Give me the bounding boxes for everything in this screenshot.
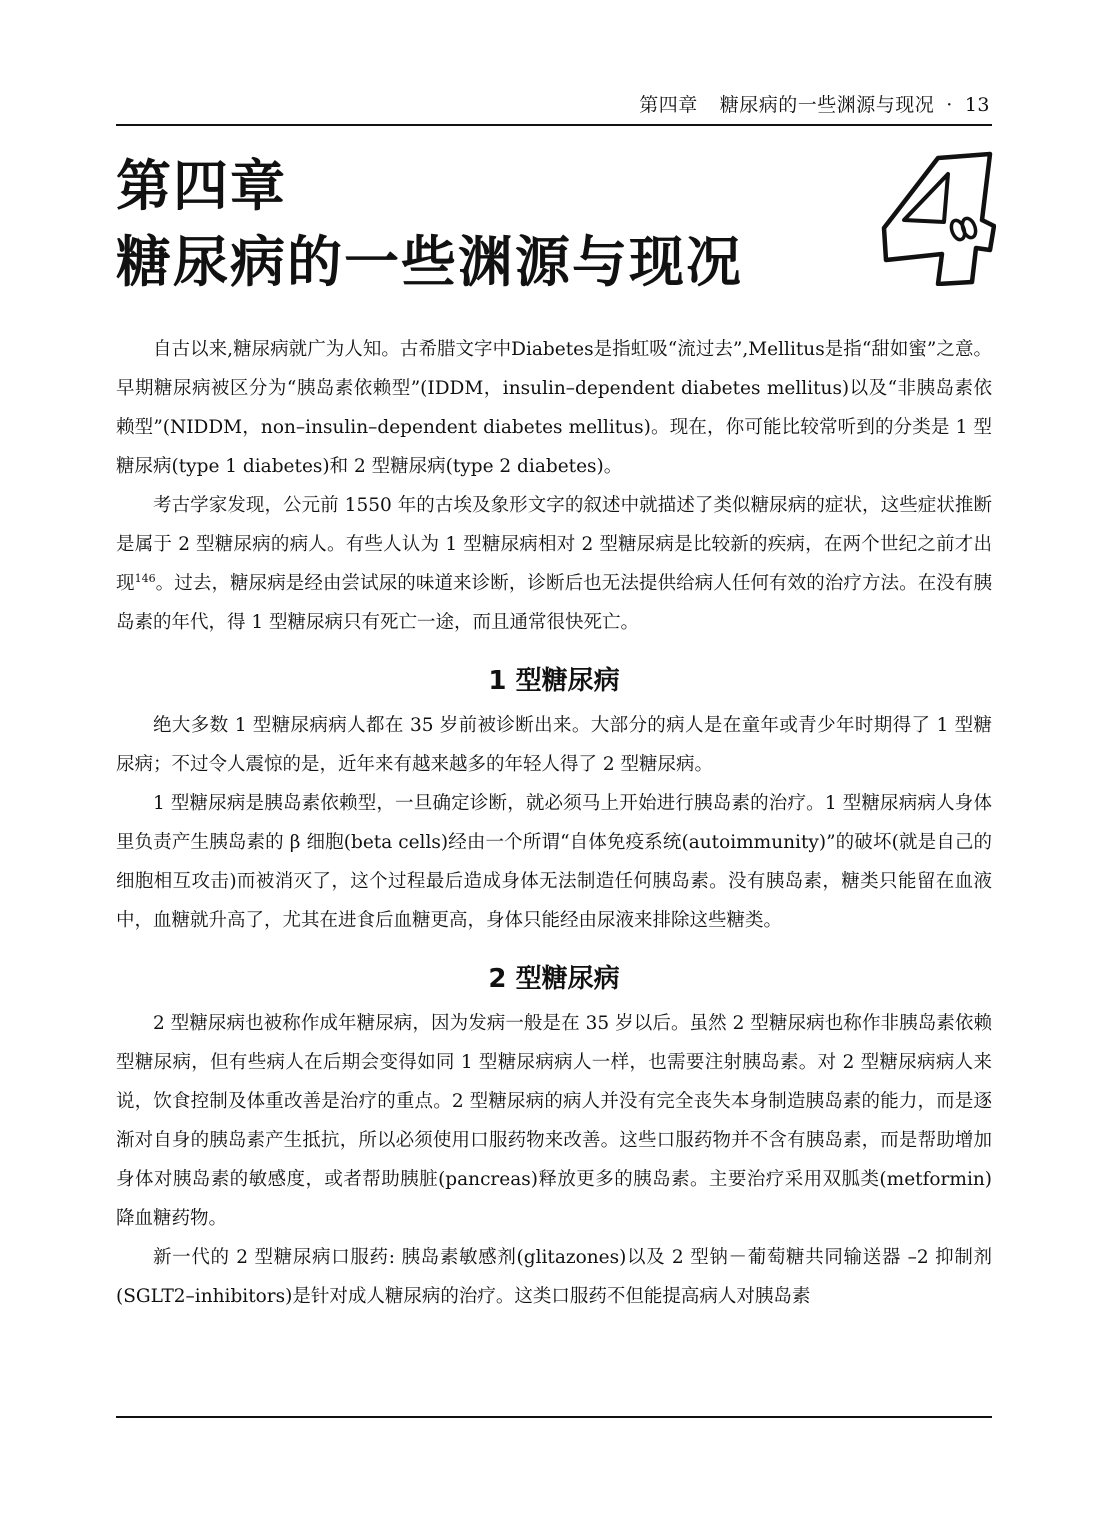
type2-paragraph-2: 新一代的 2 型糖尿病口服药: 胰岛素敏感剂(glitazones)以及 2 型钠－葡萄糖共同输送器 –2 抑制剂(SGLT2–inhibitors)是针对成人糖尿病的治疗。这类口服药不但能提高病人对胰岛素 xyxy=(116,1247,992,1307)
type2-paragraph-1: 2 型糖尿病也被称作成年糖尿病，因为发病一般是在 35 岁以后。虽然 2 型糖尿病也称作非胰岛素依赖型糖尿病，但有些病人在后期会变得如同 1 型糖尿病病人一样，也需要注射胰岛素。对 2 型糖尿病病人来说，饮食控制及体重改善是治疗的重点。2 型糖尿病的病人并没有完全丧失本身制造胰岛素的能力，而是逐渐对自身的胰岛素产生抵抗，所以必须使用口服药物来改善。这些口服药物并不含有胰岛素，而是帮助增加身体对胰岛素的敏感度，或者帮助胰脏(pancreas)释放更多的胰岛素。主要治疗采用双胍类(metformin)降血糖药物。 xyxy=(116,1013,992,1229)
header-rule xyxy=(116,124,992,126)
type1-paragraph-2: 1 型糖尿病是胰岛素依赖型，一旦确定诊断，就必须马上开始进行胰岛素的治疗。1 型糖尿病病人身体里负责产生胰岛素的 β 细胞(beta cells)经由一个所谓“自体免疫系统(autoimmunity)”的破坏(就是自己的细胞相互攻击)而被消灭了，这个过程最后造成身体无法制造任何胰岛素。没有胰岛素，糖类只能留在血液中，血糖就升高了，尤其在进食后血糖更高，身体只能经由尿液来排除这些糖类。 xyxy=(116,793,992,931)
intro-paragraph-1: 自古以来,糖尿病就广为人知。古希腊文字中Diabetes是指虹吸“流过去”,Mellitus是指“甜如蜜”之意。早期糖尿病被区分为“胰岛素依赖型”(IDDM，insulin–dependent diabetes mellitus)以及“非胰岛素依赖型”(NIDDM，non–insulin–dependent diabetes mellitus)。现在，你可能比较常听到的分类是 1 型糖尿病(type 1 diabetes)和 2 型糖尿病(type 2 diabetes)。 xyxy=(116,339,992,477)
chapter-title xyxy=(116,148,743,300)
footer-rule xyxy=(116,1416,992,1418)
footnote-reference: 146 xyxy=(134,571,156,585)
page-number: 13 xyxy=(964,94,990,116)
running-header-chapter: 第四章 xyxy=(639,94,698,116)
intro-paragraph-2-part-a: 考古学家发现，公元前 1550 年的古埃及象形文字的叙述中就描述了类似糖尿病的症状，这些症状推断是属于 2 型糖尿病的病人。有些人认为 1 型糖尿病相对 2 型糖尿病是比较新的疾病，在两个世纪之前才出现 xyxy=(116,495,992,594)
number-4-doodle-icon xyxy=(878,150,996,286)
type1-paragraph-1: 绝大多数 1 型糖尿病病人都在 35 岁前被诊断出来。大部分的病人是在童年或青少年时期得了 1 型糖尿病；不过令人震惊的是，近年来有越来越多的年轻人得了 2 型糖尿病。 xyxy=(116,715,992,775)
section-heading-type2: 2 型糖尿病 xyxy=(488,964,620,994)
running-header-separator: · xyxy=(946,94,953,116)
chapter-title-number: 第四章 xyxy=(116,154,288,218)
running-header xyxy=(639,90,990,117)
section-heading-type1: 1 型糖尿病 xyxy=(488,666,620,696)
body-text xyxy=(116,330,992,1316)
intro-paragraph-2 xyxy=(116,486,992,642)
running-header-title: 糖尿病的一些渊源与现况 xyxy=(719,94,935,116)
chapter-title-text: 糖尿病的一些渊源与现况 xyxy=(116,230,744,294)
intro-paragraph-2-part-b: 。过去，糖尿病是经由尝试尿的味道来诊断，诊断后也无法提供给病人任何有效的治疗方法。在没有胰岛素的年代，得 1 型糖尿病只有死亡一途，而且通常很快死亡。 xyxy=(116,573,992,633)
